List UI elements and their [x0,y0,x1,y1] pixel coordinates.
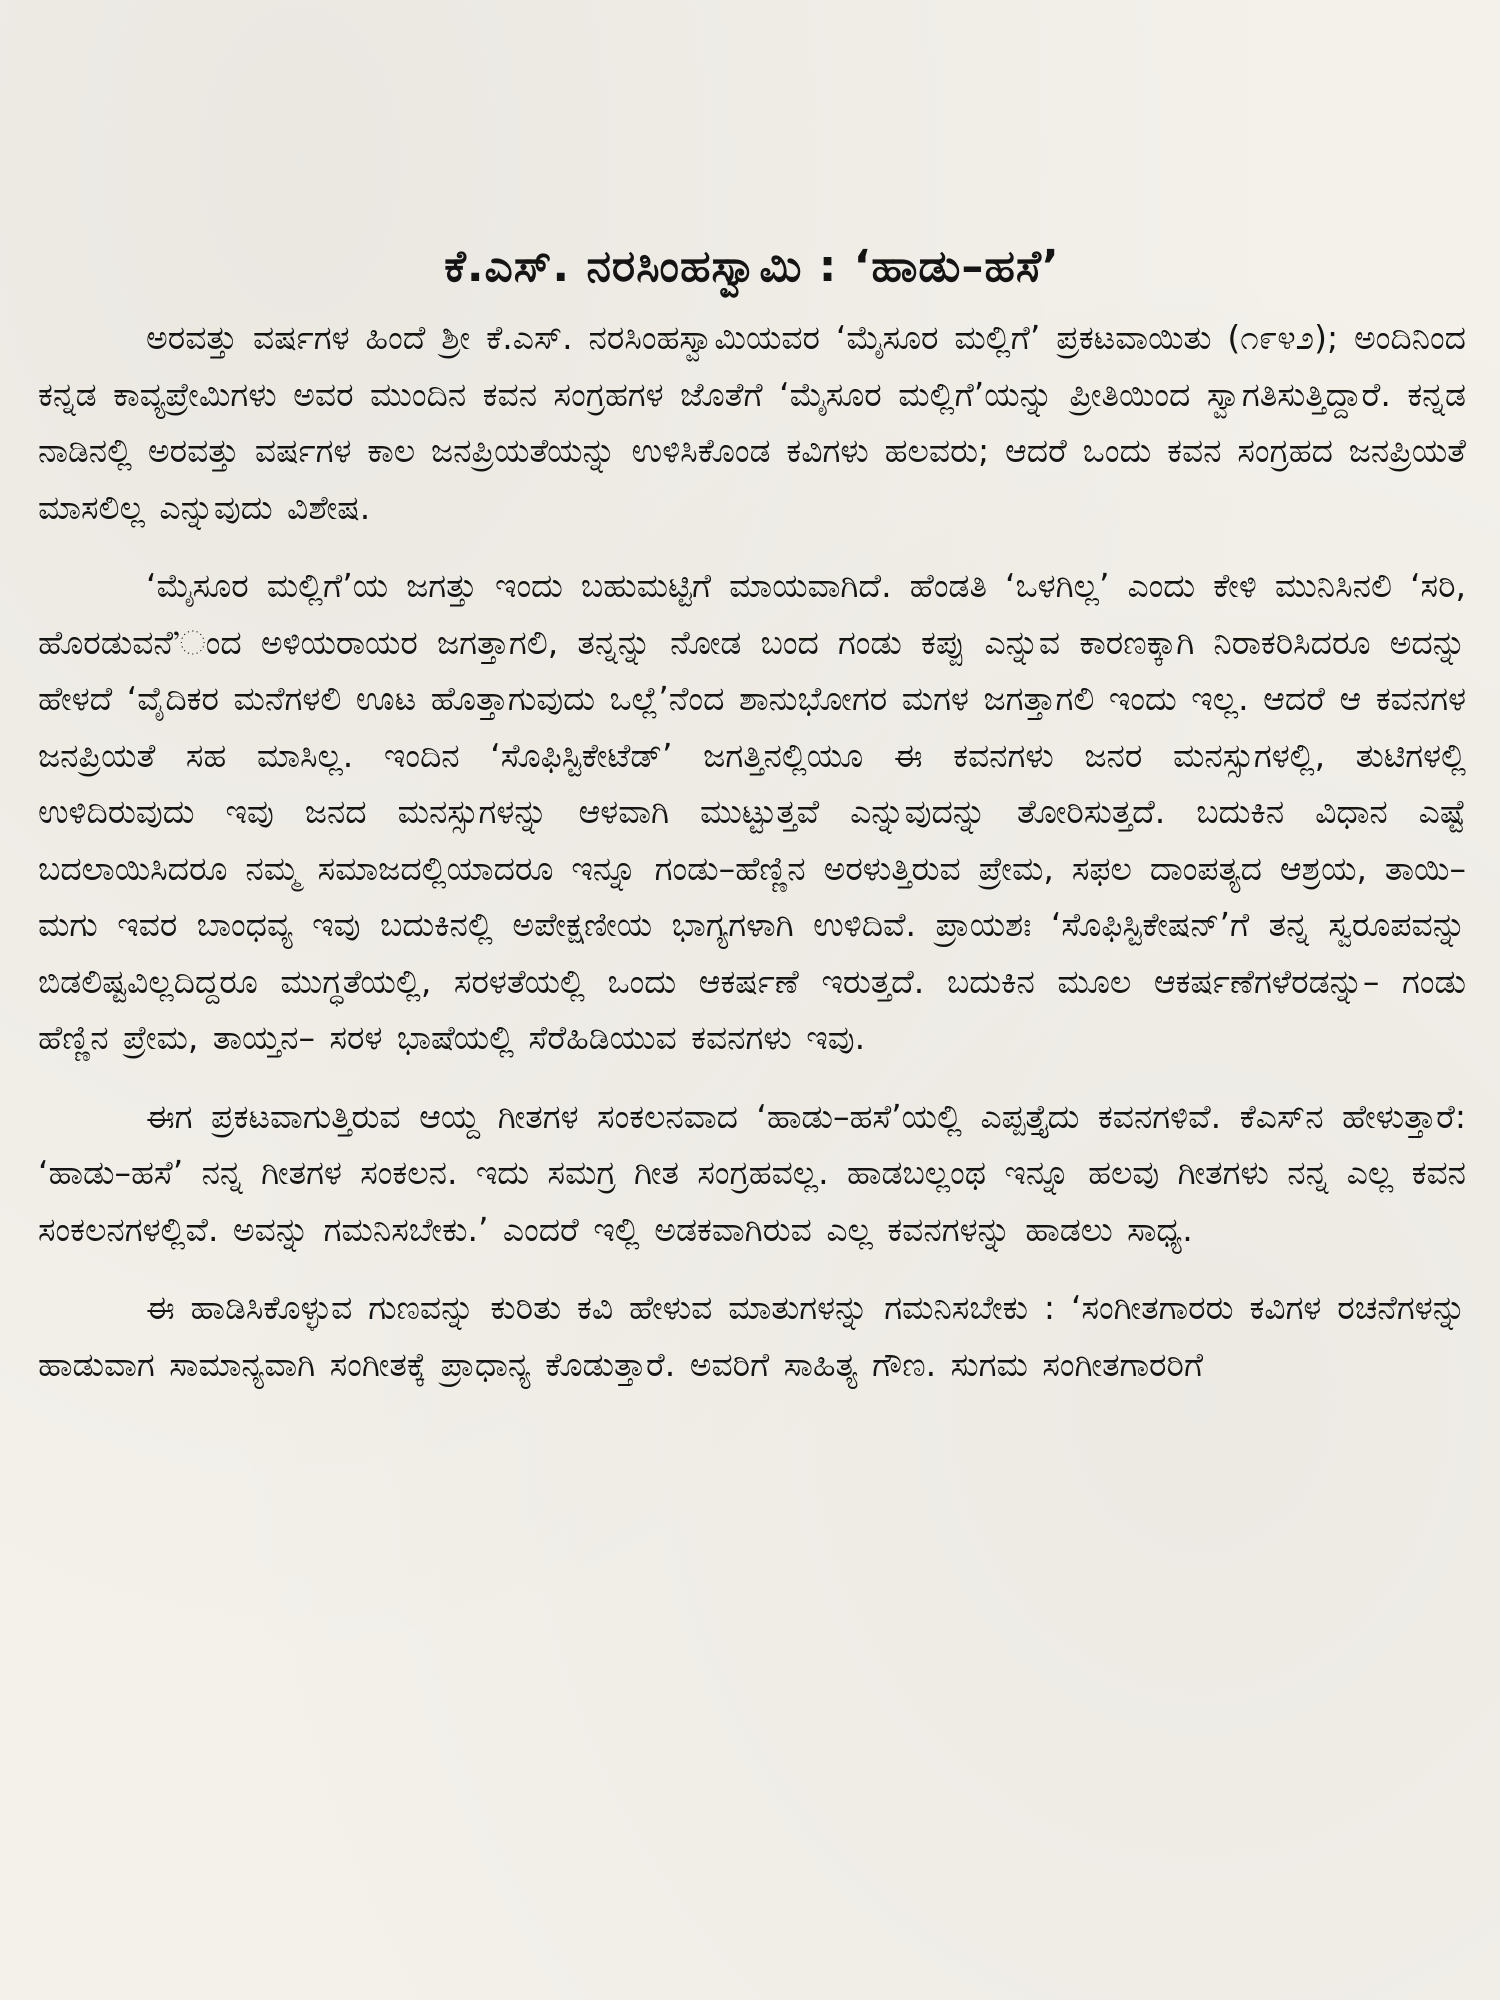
paragraph-1: ಅರವತ್ತು ವರ್ಷಗಳ ಹಿಂದೆ ಶ್ರೀ ಕೆ.ಎಸ್. ನರಸಿಂಹಸ್ವಾಮಿಯವರ ‘ಮೈಸೂರ ಮಲ್ಲಿಗೆ’ ಪ್ರಕಟವಾಯಿತು (೧೯೪೨); ಅಂದಿನಿಂದ ಕನ್ನಡ ಕಾವ್ಯಪ್ರೇಮಿಗಳು ಅವರ ಮುಂದಿನ ಕವನ ಸಂಗ್ರಹಗಳ ಜೊತೆಗೆ ‘ಮೈಸೂರ ಮಲ್ಲಿಗೆ’ಯನ್ನು ಪ್ರೀತಿಯಿಂದ ಸ್ವಾಗತಿಸುತ್ತಿದ್ದಾರೆ. ಕನ್ನಡ ನಾಡಿನಲ್ಲಿ ಅರವತ್ತು ವರ್ಷಗಳ ಕಾಲ ಜನಪ್ರಿಯತೆಯನ್ನು ಉಳಿಸಿಕೊಂಡ ಕವಿಗಳು ಹಲವರು; ಆದರೆ ಒಂದು ಕವನ ಸಂಗ್ರಹದ ಜನಪ್ರಿಯತೆ ಮಾಸಲಿಲ್ಲ ಎನ್ನುವುದು ವಿಶೇಷ. [38,318,1466,527]
paragraph-3: ಈಗ ಪ್ರಕಟವಾಗುತ್ತಿರುವ ಆಯ್ದ ಗೀತಗಳ ಸಂಕಲನವಾದ ‘ಹಾಡು–ಹಸೆ’ಯಲ್ಲಿ ಎಪ್ಪತ್ತೈದು ಕವನಗಳಿವೆ. ಕೆಎಸ್‌ನ ಹೇಳುತ್ತಾರೆ: ‘ಹಾಡು–ಹಸೆ’ ನನ್ನ ಗೀತಗಳ ಸಂಕಲನ. ಇದು ಸಮಗ್ರ ಗೀತ ಸಂಗ್ರಹವಲ್ಲ. ಹಾಡಬಲ್ಲಂಥ ಇನ್ನೂ ಹಲವು ಗೀತಗಳು ನನ್ನ ಎಲ್ಲ ಕವನ ಸಂಕಲನಗಳಲ್ಲಿವೆ. ಅವನ್ನು ಗಮನಿಸಬೇಕು.’ ಎಂದರೆ ಇಲ್ಲಿ ಅಡಕವಾಗಿರುವ ಎಲ್ಲ ಕವನಗಳನ್ನು ಹಾಡಲು ಸಾಧ್ಯ. [38,1096,1466,1249]
paragraph-2: ‘ಮೈಸೂರ ಮಲ್ಲಿಗೆ’ಯ ಜಗತ್ತು ಇಂದು ಬಹುಮಟ್ಟಿಗೆ ಮಾಯವಾಗಿದೆ. ಹೆಂಡತಿ ‘ಒಳಗಿಲ್ಲ’ ಎಂದು ಕೇಳಿ ಮುನಿಸಿನಲಿ ‘ಸರಿ, ಹೊರಡುವನೆ’ಂದ ಅಳಿಯರಾಯರ ಜಗತ್ತಾಗಲಿ, ತನ್ನನ್ನು ನೋಡ ಬಂದ ಗಂಡು ಕಪ್ಪು ಎನ್ನುವ ಕಾರಣಕ್ಕಾಗಿ ನಿರಾಕರಿಸಿದರೂ ಅದನ್ನು ಹೇಳದೆ ‘ವೈದಿಕರ ಮನೆಗಳಲಿ ಊಟ ಹೊತ್ತಾಗುವುದು ಒಲ್ಲೆ’ನೆಂದ ಶಾನುಭೋಗರ ಮಗಳ ಜಗತ್ತಾಗಲಿ ಇಂದು ಇಲ್ಲ. ಆದರೆ ಆ ಕವನಗಳ ಜನಪ್ರಿಯತೆ ಸಹ ಮಾಸಿಲ್ಲ. ಇಂದಿನ ‘ಸೊಫಿಸ್ಟಿಕೇಟೆಡ್’ ಜಗತ್ತಿನಲ್ಲಿಯೂ ಈ ಕವನಗಳು ಜನರ ಮನಸ್ಸುಗಳಲ್ಲಿ, ತುಟಿಗಳಲ್ಲಿ ಉಳಿದಿರುವುದು ಇವು ಜನದ ಮನಸ್ಸುಗಳನ್ನು ಆಳವಾಗಿ ಮುಟ್ಟುತ್ತವೆ ಎನ್ನುವುದನ್ನು ತೋರಿಸುತ್ತದೆ. ಬದುಕಿನ ವಿಧಾನ ಎಷ್ಟೆ ಬದಲಾಯಿಸಿದರೂ ನಮ್ಮ ಸಮಾಜದಲ್ಲಿಯಾದರೂ ಇನ್ನೂ ಗಂಡು–ಹೆಣ್ಣಿನ ಅರಳುತ್ತಿರುವ ಪ್ರೇಮ, ಸಫಲ ದಾಂಪತ್ಯದ ಆಶ್ರಯ, ತಾಯಿ–ಮಗು ಇವರ ಬಾಂಧವ್ಯ ಇವು ಬದುಕಿನಲ್ಲಿ ಅಪೇಕ್ಷಣೀಯ ಭಾಗ್ಯಗಳಾಗಿ ಉಳಿದಿವೆ. ಪ್ರಾಯಶಃ ‘ಸೊಫಿಸ್ಟಿಕೇಷನ್’ಗೆ ತನ್ನ ಸ್ವರೂಪವನ್ನು ಬಿಡಲಿಷ್ಟವಿಲ್ಲದಿದ್ದರೂ ಮುಗ್ಧತೆಯಲ್ಲಿ, ಸರಳತೆಯಲ್ಲಿ ಒಂದು ಆಕರ್ಷಣೆ ಇರುತ್ತದೆ. ಬದುಕಿನ ಮೂಲ ಆಕರ್ಷಣೆಗಳೆರಡನ್ನು– ಗಂಡು ಹೆಣ್ಣಿನ ಪ್ರೇಮ, ತಾಯ್ತನ– ಸರಳ ಭಾಷೆಯಲ್ಲಿ ಸೆರೆಹಿಡಿಯುವ ಕವನಗಳು ಇವು. [38,566,1466,1057]
page-title: ಕೆ.ಎಸ್. ನರಸಿಂಹಸ್ವಾಮಿ : ‘ಹಾಡು–ಹಸೆ’ [444,241,1060,292]
paragraph-4: ಈ ಹಾಡಿಸಿಕೊಳ್ಳುವ ಗುಣವನ್ನು ಕುರಿತು ಕವಿ ಹೇಳುವ ಮಾತುಗಳನ್ನು ಗಮನಿಸಬೇಕು : ‘ಸಂಗೀತಗಾರರು ಕವಿಗಳ ರಚನೆಗಳನ್ನು ಹಾಡುವಾಗ ಸಾಮಾನ್ಯವಾಗಿ ಸಂಗೀತಕ್ಕೆ ಪ್ರಾಧಾನ್ಯ ಕೊಡುತ್ತಾರೆ. ಅವರಿಗೆ ಸಾಹಿತ್ಯ ಗೌಣ. ಸುಗಮ ಸಂಗೀತಗಾರರಿಗೆ [38,1288,1466,1384]
